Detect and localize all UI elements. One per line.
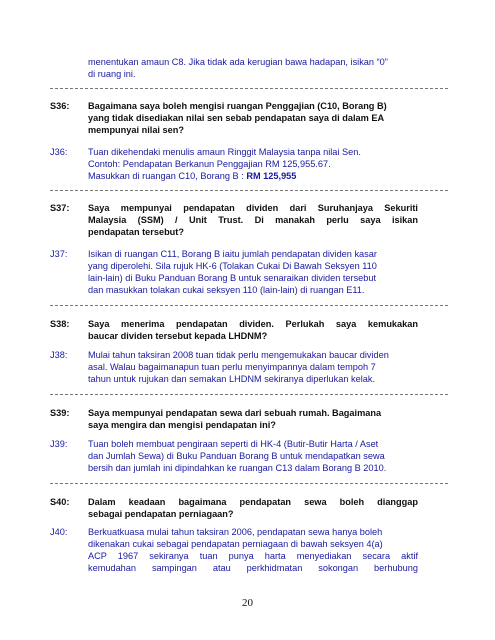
- answer-line: dikenakan cukai sebagai pendapatan perniagaan di bawah seksyen 4(a): [88, 539, 383, 549]
- answer-line: kemudahan sampingan atau perkhidmatan sokongan berhubung: [88, 563, 418, 573]
- question-label: S36:: [50, 101, 70, 111]
- divider: [50, 394, 448, 395]
- answer-line: dan Jumlah Sewa) di Buku Panduan Borang B untuk mendapatkan sewa: [88, 451, 385, 461]
- answer-line: Tuan dikehendaki menulis amaun Ringgit Malaysia tanpa nilai Sen.: [88, 147, 361, 157]
- question-line: Saya mempunyai pendapatan sewa dari sebuah rumah. Bagaimana: [88, 408, 382, 418]
- question-line: saya mengira dan mengisi pendapatan ini?: [88, 420, 276, 430]
- answer-text: Masukkan di ruangan C10, Borang B :: [88, 171, 244, 181]
- question-label: S38:: [50, 319, 70, 329]
- intro-line: menentukan amaun C8. Jika tidak ada kerugian bawa hadapan, isikan “0”: [88, 57, 388, 67]
- intro-line: di ruang ini.: [88, 69, 136, 79]
- divider: [50, 88, 448, 89]
- answer-line: bersih dan jumlah ini dipindahkan ke ruangan C13 dalam Borang B 2010.: [88, 463, 387, 473]
- answer-line: asal. Walau bagaimanapun tuan perlu menyimpannya dalam tempoh 7: [88, 362, 376, 372]
- question-line: Saya mempunyai pendapatan dividen dari Suruhanjaya Sekuriti: [88, 203, 418, 213]
- question-line: pendapatan tersebut?: [88, 227, 184, 237]
- divider: [50, 305, 448, 306]
- question-line: Saya menerima pendapatan dividen. Perlukah saya kemukakan: [88, 319, 418, 329]
- answer-line: tahun untuk rujukan dan semakan LHDNM sekiranya diperlukan kelak.: [88, 374, 376, 384]
- answer-line: yang diperolehi. Sila rujuk HK-6 (Tolakan Cukai Di Bawah Seksyen 110: [88, 261, 377, 271]
- answer-line: Contoh: Pendapatan Berkanun Penggajian RM 125,955.67.: [88, 159, 331, 169]
- answer-emphasis: RM 125,955: [246, 171, 297, 181]
- answer-label: J40:: [50, 527, 68, 537]
- answer-line: lain-lain) di Buku Panduan Borang B untuk senaraikan dividen tersebut: [88, 273, 377, 283]
- question-line: baucar dividen tersebut kepada LHDNM?: [88, 331, 268, 341]
- question-label: S37:: [50, 203, 70, 213]
- answer-line: Berkuatkuasa mulai tahun taksiran 2006, pendapatan sewa hanya boleh: [88, 527, 383, 537]
- answer-line: [88, 170, 296, 182]
- question-line: sebagai pendapatan perniagaan?: [88, 509, 234, 519]
- question-label: S40:: [50, 497, 70, 507]
- answer-label: J36:: [50, 147, 68, 157]
- answer-label: J39:: [50, 439, 68, 449]
- divider: [50, 190, 448, 191]
- question-line: Bagaimana saya boleh mengisi ruangan Penggajian (C10, Borang B): [88, 101, 387, 111]
- question-line: Malaysia (SSM) / Unit Trust. Di manakah perlu saya isikan: [88, 215, 418, 225]
- answer-line: dan masukkan tolakan cukai seksyen 110 (lain-lain) di ruangan E11.: [88, 285, 365, 295]
- question-line: mempunyai nilai sen?: [88, 125, 184, 135]
- answer-label: J37:: [50, 249, 68, 259]
- answer-line: Tuan boleh membuat pengiraan seperti di HK-4 (Butir-Butir Harta / Aset: [88, 439, 379, 449]
- page-number: 20: [242, 597, 253, 609]
- answer-line: Isikan di ruangan C11, Borang B iaitu jumlah pendapatan dividen kasar: [88, 249, 377, 259]
- answer-line: ACP 1967 sekiranya tuan punya harta menyediakan secara aktif: [88, 551, 418, 561]
- question-label: S39:: [50, 408, 70, 418]
- answer-line: Mulai tahun taksiran 2008 tuan tidak perlu mengemukakan baucar dividen: [88, 350, 389, 360]
- answer-label: J38:: [50, 350, 68, 360]
- divider: [50, 483, 448, 484]
- question-line: yang tidak disediakan nilai sen sebab pendapatan saya di dalam EA: [88, 113, 385, 123]
- question-line: Dalam keadaan bagaimana pendapatan sewa boleh dianggap: [88, 497, 418, 507]
